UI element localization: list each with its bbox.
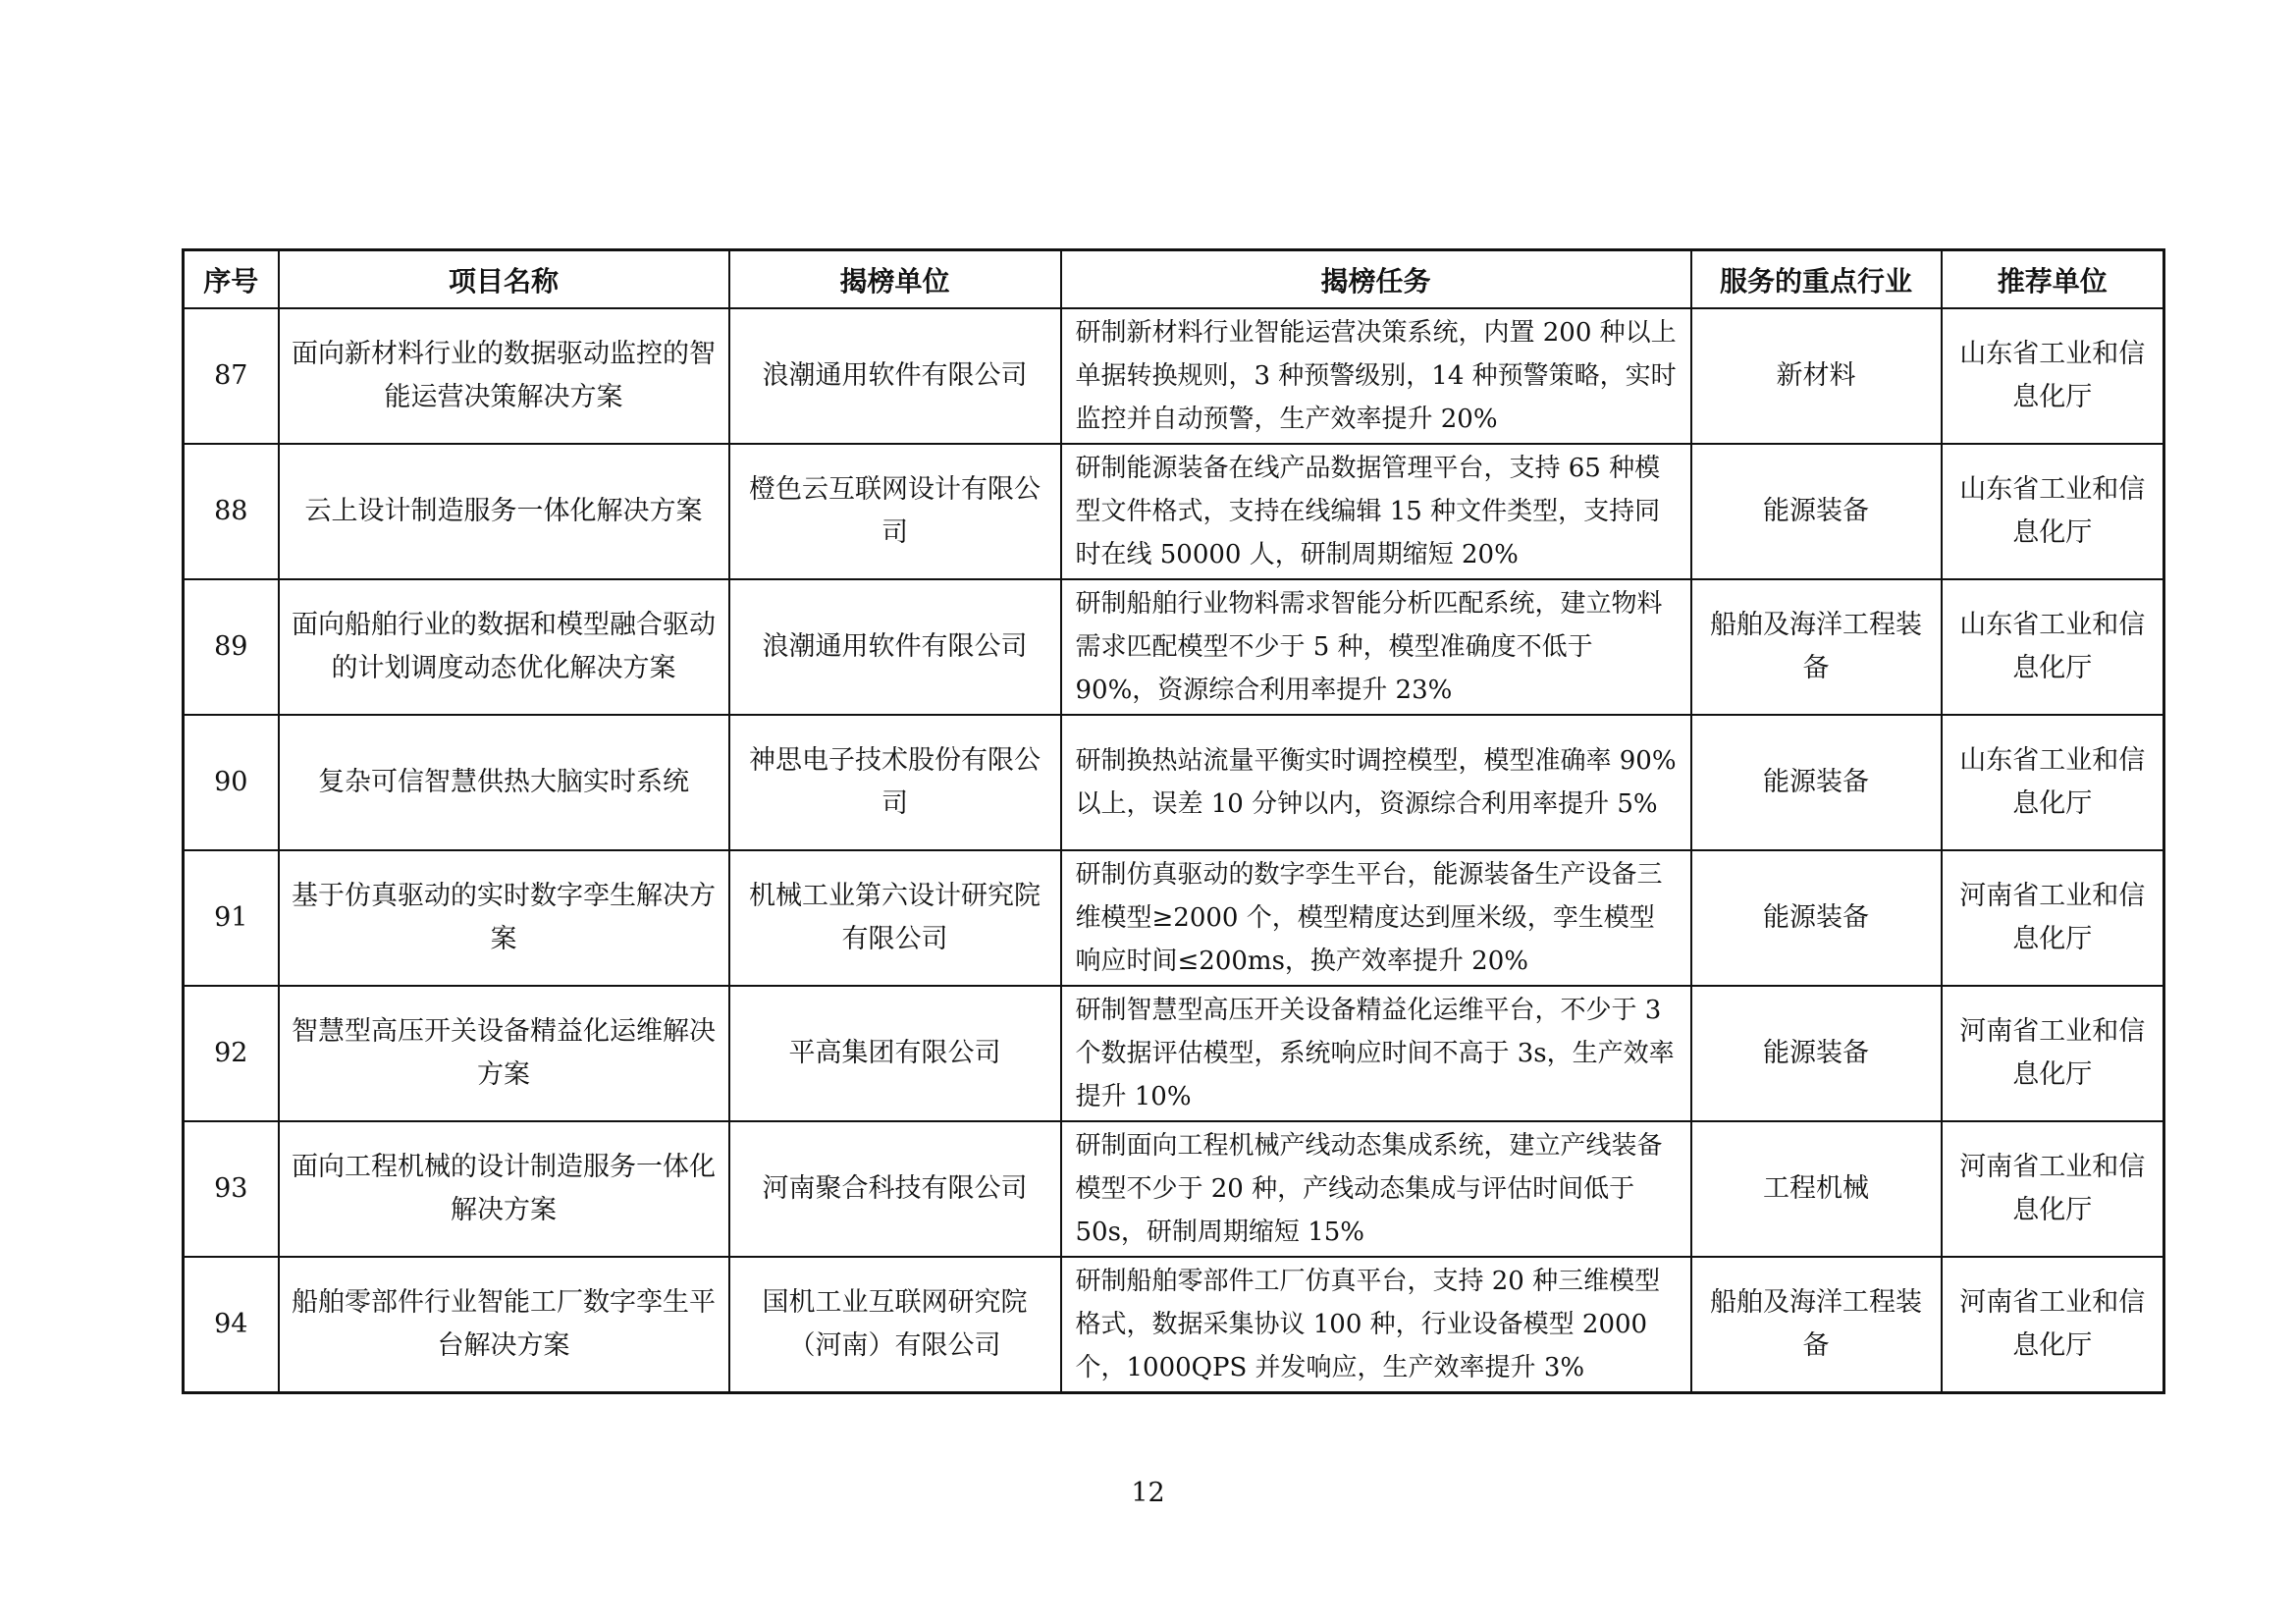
cell-unit: 浪潮通用软件有限公司 xyxy=(729,308,1061,444)
table-row xyxy=(184,1121,2164,1257)
cell-recommender: 山东省工业和信息化厅 xyxy=(1942,715,2164,850)
cell-industry: 工程机械 xyxy=(1691,1121,1942,1257)
cell-task: 研制船舶行业物料需求智能分析匹配系统，建立物料需求匹配模型不少于 5 种，模型准确度不低于 90%，资源综合利用率提升 23% xyxy=(1061,579,1691,715)
cell-unit: 河南聚合科技有限公司 xyxy=(729,1121,1061,1257)
table-header-row xyxy=(184,250,2164,309)
cell-task: 研制换热站流量平衡实时调控模型，模型准确率 90%以上，误差 10 分钟以内，资源综合利用率提升 5% xyxy=(1061,715,1691,850)
cell-industry: 能源装备 xyxy=(1691,986,1942,1121)
table-row xyxy=(184,715,2164,850)
cell-project-name: 面向工程机械的设计制造服务一体化解决方案 xyxy=(279,1121,729,1257)
cell-project-name: 船舶零部件行业智能工厂数字孪生平台解决方案 xyxy=(279,1257,729,1393)
cell-industry: 新材料 xyxy=(1691,308,1942,444)
cell-seq: 89 xyxy=(184,579,279,715)
table-row xyxy=(184,579,2164,715)
header-seq: 序号 xyxy=(184,250,279,309)
cell-project-name: 基于仿真驱动的实时数字孪生解决方案 xyxy=(279,850,729,986)
cell-seq: 92 xyxy=(184,986,279,1121)
cell-project-name: 面向新材料行业的数据驱动监控的智能运营决策解决方案 xyxy=(279,308,729,444)
cell-industry: 船舶及海洋工程装备 xyxy=(1691,579,1942,715)
cell-seq: 91 xyxy=(184,850,279,986)
cell-recommender: 山东省工业和信息化厅 xyxy=(1942,579,2164,715)
cell-project-name: 云上设计制造服务一体化解决方案 xyxy=(279,444,729,579)
cell-task: 研制智慧型高压开关设备精益化运维平台，不少于 3 个数据评估模型，系统响应时间不高于 3s，生产效率提升 10% xyxy=(1061,986,1691,1121)
table-row xyxy=(184,850,2164,986)
cell-recommender: 山东省工业和信息化厅 xyxy=(1942,444,2164,579)
cell-unit: 平高集团有限公司 xyxy=(729,986,1061,1121)
cell-unit: 神思电子技术股份有限公司 xyxy=(729,715,1061,850)
cell-project-name: 面向船舶行业的数据和模型融合驱动的计划调度动态优化解决方案 xyxy=(279,579,729,715)
cell-unit: 橙色云互联网设计有限公司 xyxy=(729,444,1061,579)
cell-project-name: 智慧型高压开关设备精益化运维解决方案 xyxy=(279,986,729,1121)
page-number: 12 xyxy=(1131,1478,1165,1508)
cell-task: 研制面向工程机械产线动态集成系统，建立产线装备模型不少于 20 种，产线动态集成与评估时间低于 50s，研制周期缩短 15% xyxy=(1061,1121,1691,1257)
table-row xyxy=(184,986,2164,1121)
cell-recommender: 河南省工业和信息化厅 xyxy=(1942,986,2164,1121)
cell-recommender: 河南省工业和信息化厅 xyxy=(1942,1121,2164,1257)
cell-unit: 机械工业第六设计研究院有限公司 xyxy=(729,850,1061,986)
cell-seq: 93 xyxy=(184,1121,279,1257)
project-table xyxy=(182,248,2165,1394)
cell-unit: 浪潮通用软件有限公司 xyxy=(729,579,1061,715)
cell-industry: 船舶及海洋工程装备 xyxy=(1691,1257,1942,1393)
cell-industry: 能源装备 xyxy=(1691,715,1942,850)
cell-recommender: 山东省工业和信息化厅 xyxy=(1942,308,2164,444)
cell-industry: 能源装备 xyxy=(1691,850,1942,986)
cell-seq: 94 xyxy=(184,1257,279,1393)
header-unit: 揭榜单位 xyxy=(729,250,1061,309)
table-row xyxy=(184,444,2164,579)
cell-task: 研制仿真驱动的数字孪生平台，能源装备生产设备三维模型≥2000 个，模型精度达到厘米级，孪生模型响应时间≤200ms，换产效率提升 20% xyxy=(1061,850,1691,986)
cell-project-name: 复杂可信智慧供热大脑实时系统 xyxy=(279,715,729,850)
cell-task: 研制新材料行业智能运营决策系统，内置 200 种以上单据转换规则，3 种预警级别，14 种预警策略，实时监控并自动预警，生产效率提升 20% xyxy=(1061,308,1691,444)
cell-task: 研制船舶零部件工厂仿真平台，支持 20 种三维模型格式，数据采集协议 100 种，行业设备模型 2000 个，1000QPS 并发响应，生产效率提升 3% xyxy=(1061,1257,1691,1393)
cell-recommender: 河南省工业和信息化厅 xyxy=(1942,850,2164,986)
header-task: 揭榜任务 xyxy=(1061,250,1691,309)
header-industry: 服务的重点行业 xyxy=(1691,250,1942,309)
header-project-name: 项目名称 xyxy=(279,250,729,309)
cell-unit: 国机工业互联网研究院（河南）有限公司 xyxy=(729,1257,1061,1393)
cell-task: 研制能源装备在线产品数据管理平台，支持 65 种模型文件格式，支持在线编辑 15 种文件类型，支持同时在线 50000 人，研制周期缩短 20% xyxy=(1061,444,1691,579)
header-recommender: 推荐单位 xyxy=(1942,250,2164,309)
table-row xyxy=(184,308,2164,444)
cell-recommender: 河南省工业和信息化厅 xyxy=(1942,1257,2164,1393)
cell-seq: 88 xyxy=(184,444,279,579)
table-row xyxy=(184,1257,2164,1393)
cell-industry: 能源装备 xyxy=(1691,444,1942,579)
cell-seq: 90 xyxy=(184,715,279,850)
cell-seq: 87 xyxy=(184,308,279,444)
